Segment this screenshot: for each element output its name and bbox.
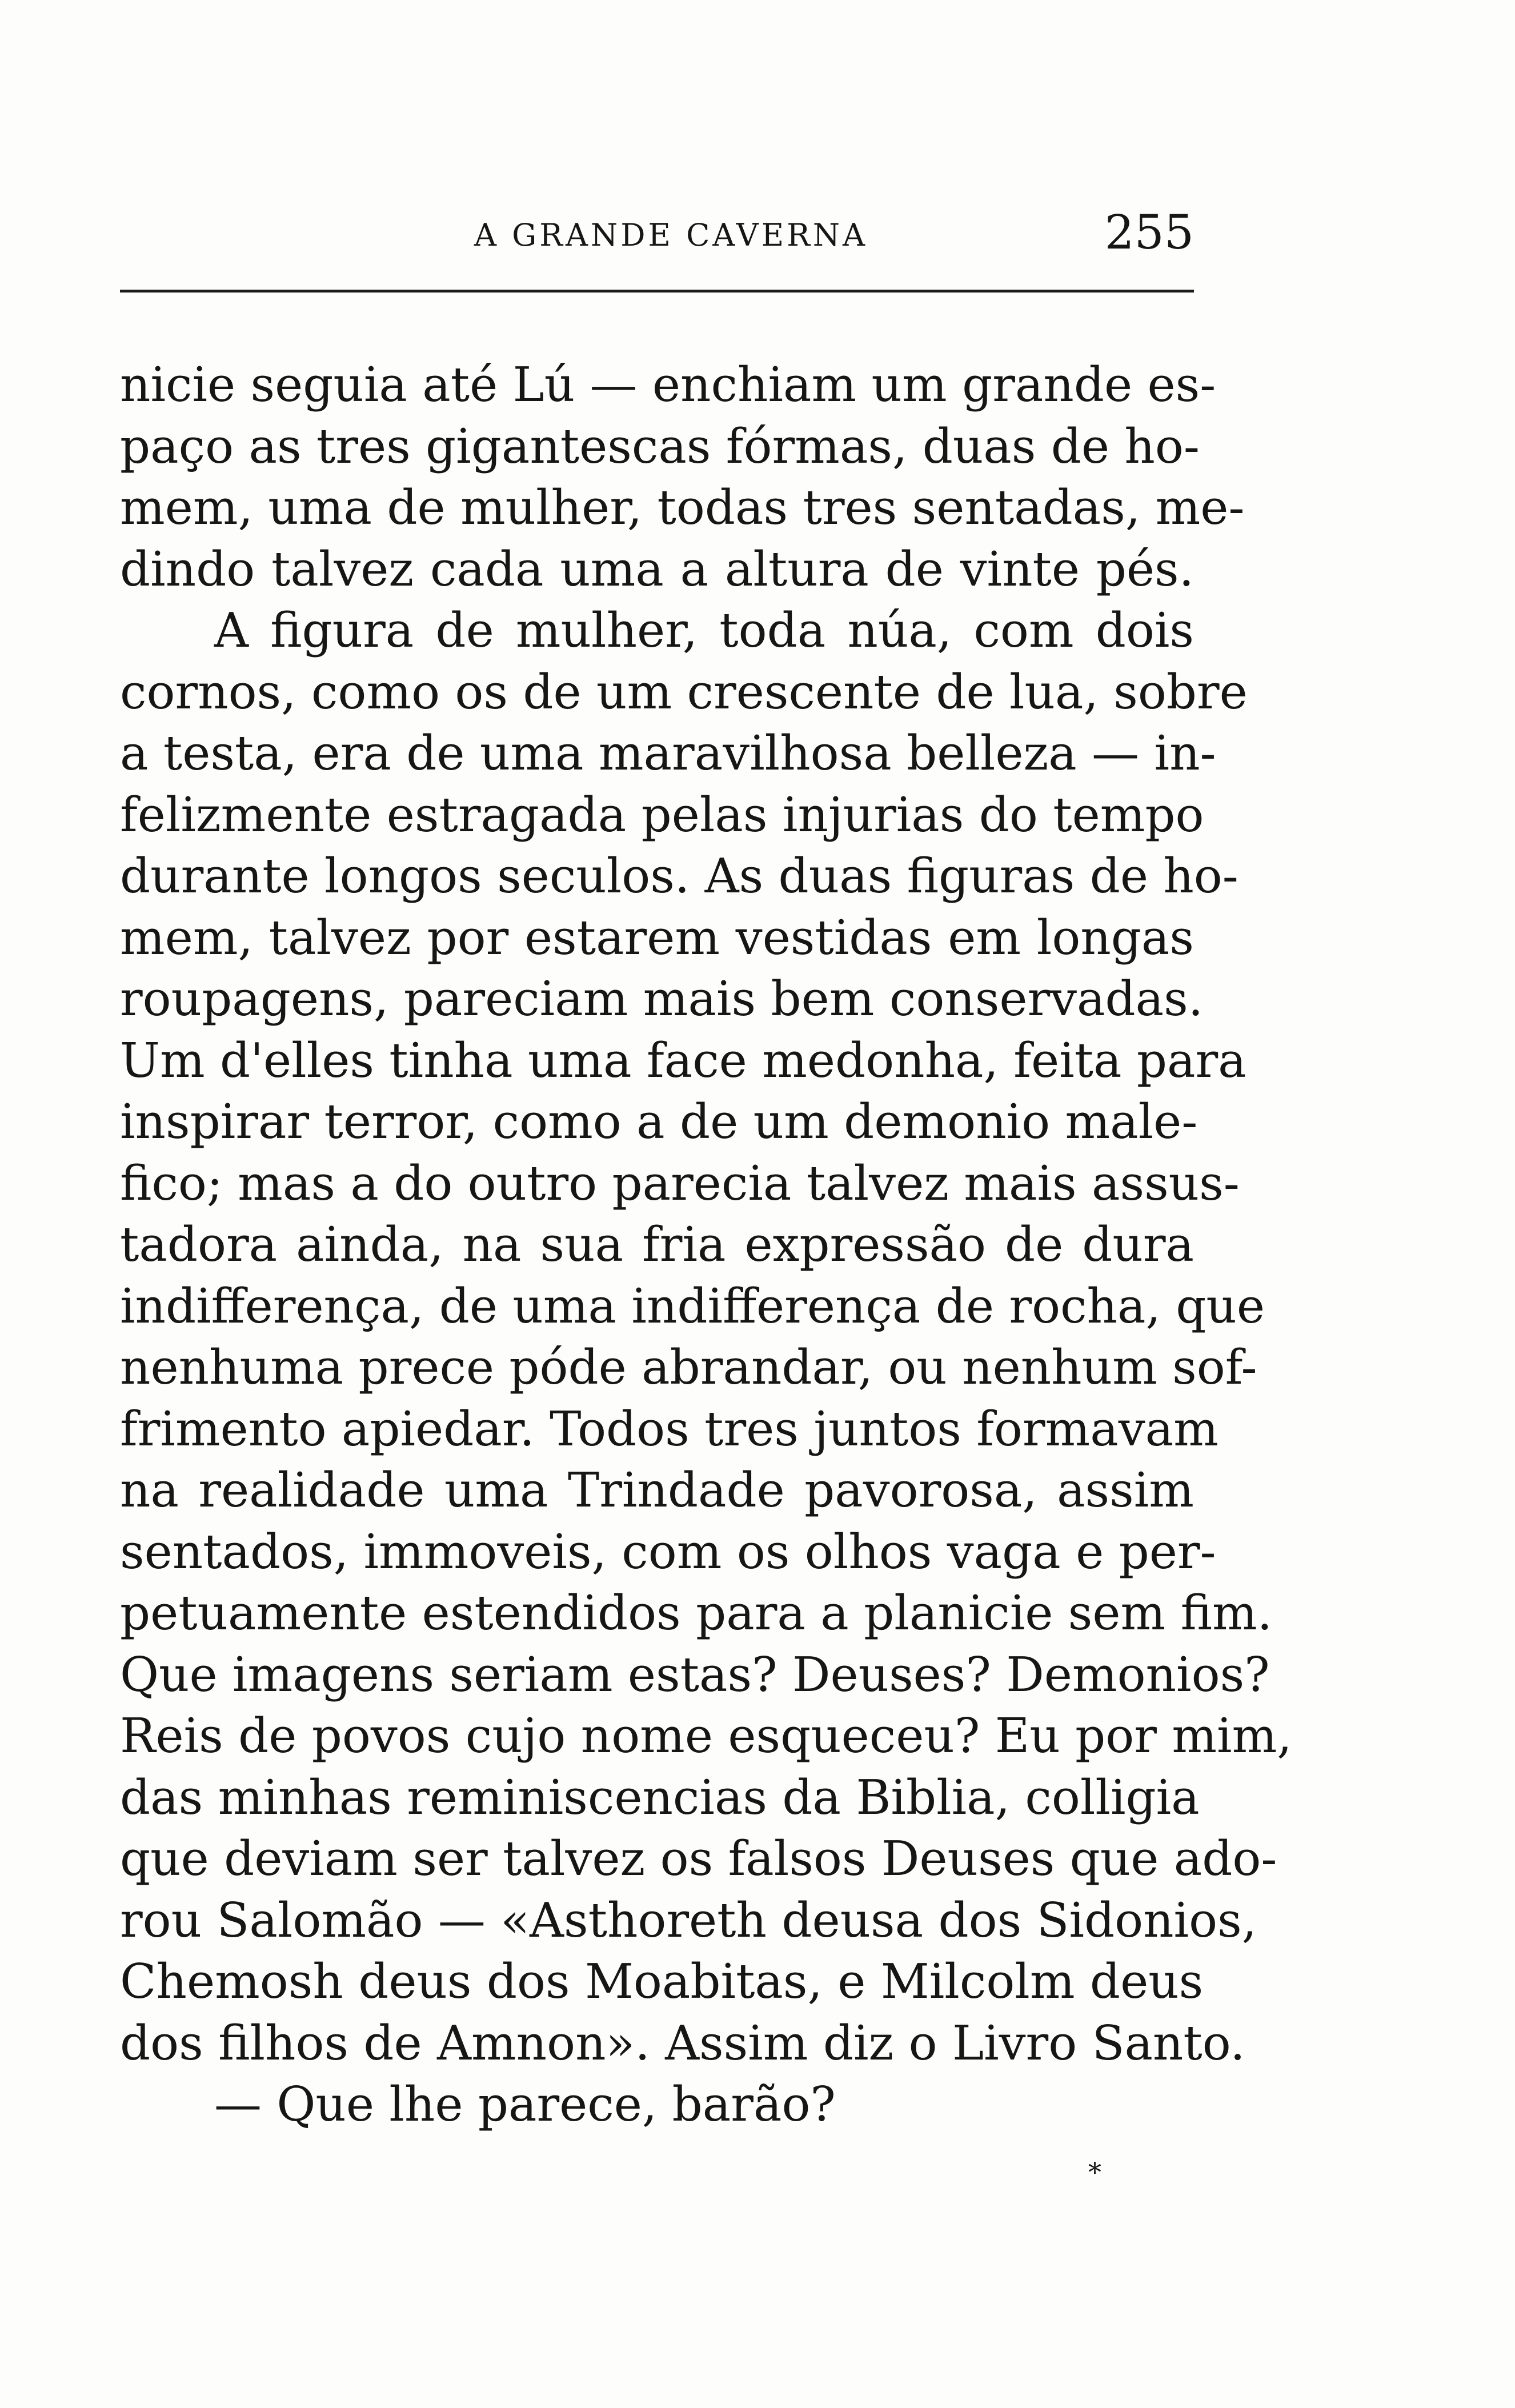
signature-mark: * (1088, 2157, 1101, 2187)
text-line: das minhas reminiscencias da Biblia, colligia (120, 1769, 1200, 1825)
text-line: dos filhos de Amnon». Assim diz o Livro Santo. (120, 2015, 1245, 2071)
text-line-paragraph-start: A figura de mulher, toda núa, com dois (214, 603, 1194, 658)
text-line: mem, uma de mulher, todas tres sentadas, me- (120, 480, 1245, 535)
text-line: Reis de povos cujo nome esqueceu? Eu por mim, (120, 1708, 1292, 1764)
text-line: Um d'elles tinha uma face medonha, feita para (120, 1032, 1247, 1088)
text-line: Chemosh deus dos Moabitas, e Milcolm deus (120, 1954, 1204, 2009)
text-line: petuamente estendidos para a planicie sem fim. (120, 1585, 1273, 1641)
text-line: Que imagens seriam estas? Deuses? Demonios? (120, 1646, 1270, 1702)
text-line: nicie seguia até Lú — enchiam um grande es- (120, 357, 1216, 412)
text-line: nenhuma prece póde abrandar, ou nenhum sof- (120, 1340, 1257, 1395)
text-line: tadora ainda, na sua fria expressão de dura (120, 1217, 1194, 1272)
body-text (120, 354, 1292, 2135)
text-line: mem, talvez por estarem vestidas em longas (120, 909, 1194, 965)
text-line: durante longos seculos. As duas figuras de ho- (120, 848, 1239, 904)
text-line: sentados, immoveis, com os olhos vaga e per- (120, 1524, 1216, 1580)
text-line: a testa, era de uma maravilhosa belleza — in- (120, 726, 1216, 781)
text-line: inspirar terror, como a de um demonio male- (120, 1094, 1198, 1149)
text-line: cornos, como os de um crescente de lua, sobre (120, 664, 1248, 720)
text-line: frimento apiedar. Todos tres juntos formavam (120, 1401, 1219, 1457)
text-line: dindo talvez cada uma a altura de vinte pés. (120, 541, 1194, 597)
text-line: felizmente estragada pelas injurias do tempo (120, 787, 1204, 843)
text-line: indifferença, de uma indifferença de rocha, que (120, 1278, 1265, 1334)
text-line: rou Salomão — «Asthoreth deusa dos Sidonios, (120, 1892, 1257, 1948)
text-line: paço as tres gigantescas fórmas, duas de ho- (120, 418, 1200, 474)
running-head (120, 206, 1194, 263)
text-line-dialogue: — Que lhe parece, barão? (214, 2077, 836, 2132)
running-title: A GRANDE CAVERNA (474, 217, 868, 253)
text-line: fico; mas a do outro parecia talvez mais assus- (120, 1155, 1240, 1211)
text-line: que deviam ser talvez os falsos Deuses que ado- (120, 1831, 1277, 1886)
header-rule (120, 290, 1194, 293)
text-line: na realidade uma Trindade pavorosa, assim (120, 1463, 1194, 1518)
text-line: roupagens, pareciam mais bem conservadas. (120, 971, 1204, 1027)
page-number: 255 (1104, 206, 1194, 260)
